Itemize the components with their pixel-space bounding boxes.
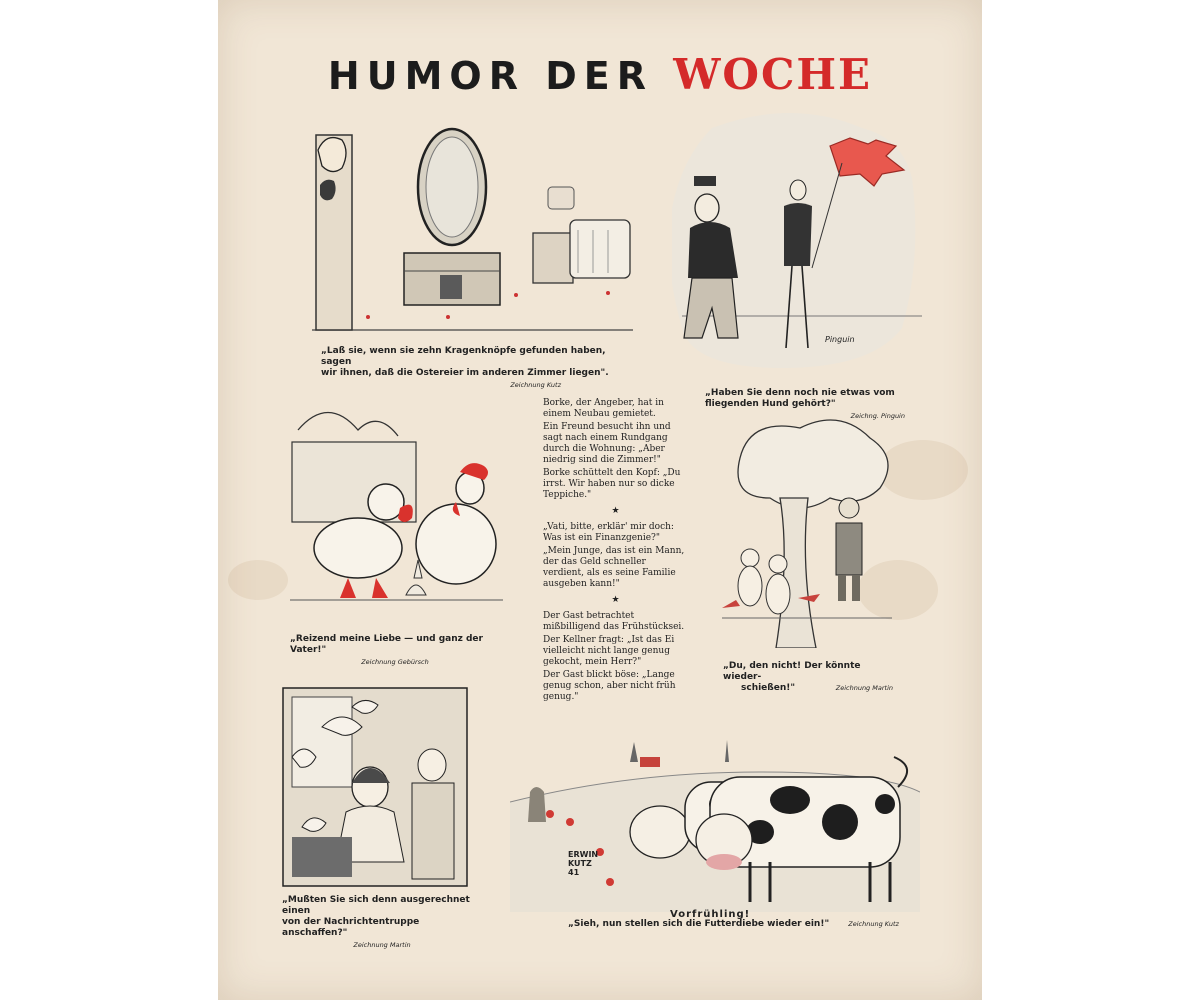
caption-cartoon-2 — [705, 388, 905, 422]
cartoon-credit: Zeichnung Martin — [353, 941, 411, 949]
caption-line: „Sieh, nun stellen sich die Futterdiebe wieder ein!" — [568, 919, 830, 929]
cartoon-credit: Zeichnung Gebürsch — [361, 658, 429, 666]
signature-line: 41 — [568, 868, 580, 877]
cartoon-flying-dog — [672, 108, 932, 378]
joke-text: „Vati, bitte, erklär' mir doch: Was ist ein Finanzgenie?" — [543, 522, 674, 543]
caption-line: „Haben Sie denn noch nie etwas vom — [705, 388, 895, 398]
caption-line: „Laß sie, wenn sie zehn Kragenknöpfe gefunden haben, sagen — [321, 346, 606, 367]
headline-red: WOCHE — [673, 50, 873, 99]
joke-text: Der Kellner fragt: „Ist das Ei vielleicht nicht lange genug gekocht, mein Herr?" — [543, 635, 675, 667]
cartoon-credit: Zeichnung Kutz — [510, 381, 561, 389]
caption-cartoon-6 — [568, 919, 918, 930]
signature-line: ERWIN — [568, 850, 599, 859]
paper-stain — [228, 560, 288, 600]
caption-line: fliegenden Hund gehört?" — [705, 399, 836, 409]
jokes-column — [543, 398, 688, 705]
caption-cartoon-5 — [282, 895, 482, 951]
caption-line: schießen!" — [741, 683, 796, 693]
caption-line: wir ihnen, daß die Ostereier im anderen Zimmer liegen". — [321, 368, 609, 378]
magazine-page — [218, 0, 982, 1000]
caption-line: „Mußten Sie sich denn ausgerechnet einen — [282, 895, 470, 916]
joke-separator: ★ — [611, 506, 620, 516]
joke-text: Der Gast betrachtet mißbilligend das Frühstücksei. — [543, 611, 685, 632]
cartoon-signature: Pinguin — [825, 335, 855, 344]
caption-line: von der Nachrichtentruppe anschaffen?" — [282, 917, 420, 938]
joke-text: Borke schüttelt den Kopf: „Du irrst. Wir haben nur so dicke Teppiche." — [543, 468, 681, 500]
cartoon-credit: Zeichng. Pinguin — [850, 412, 905, 420]
cartoon-duck-hen — [288, 390, 508, 615]
caption-cartoon-3 — [290, 634, 500, 668]
cartoon-credit: Zeichnung Kutz — [848, 920, 899, 928]
joke-text: Der Gast blickt böse: „Lange genug schon, aber nicht früh genug." — [543, 670, 676, 702]
joke-text: „Mein Junge, das ist ein Mann, der das Geld schneller verdient, als es seine Familie ausgeben kann!" — [543, 546, 685, 589]
cartoon-credit: Zeichnung Martin — [835, 684, 893, 692]
signature-line: KUTZ — [568, 859, 592, 868]
headline-black: HUMOR DER — [327, 54, 653, 98]
page-headline — [218, 50, 982, 99]
cartoon-cows-field — [510, 722, 920, 912]
caption-line: „Reizend meine Liebe — und ganz der Vater!" — [290, 634, 483, 655]
cartoon-tree-soldier — [720, 418, 895, 648]
cartoon-heading: Vorfrühling! — [670, 909, 751, 920]
joke-text: Ein Freund besucht ihn und sagt nach einem Rundgang durch die Wohnung: „Aber niedrig sind die Zimmer!" — [543, 422, 671, 465]
caption-line: „Du, den nicht! Der könnte wieder- — [723, 661, 861, 682]
caption-cartoon-4 — [723, 661, 893, 694]
joke-text: Borke, der Angeber, hat in einem Neubau gemietet. — [543, 398, 664, 419]
joke-separator: ★ — [611, 595, 620, 605]
cartoon-carrier-pigeons — [282, 687, 468, 887]
cartoon-room-mirror — [308, 125, 638, 340]
caption-cartoon-1 — [321, 346, 631, 391]
cartoon-signature — [568, 850, 598, 877]
